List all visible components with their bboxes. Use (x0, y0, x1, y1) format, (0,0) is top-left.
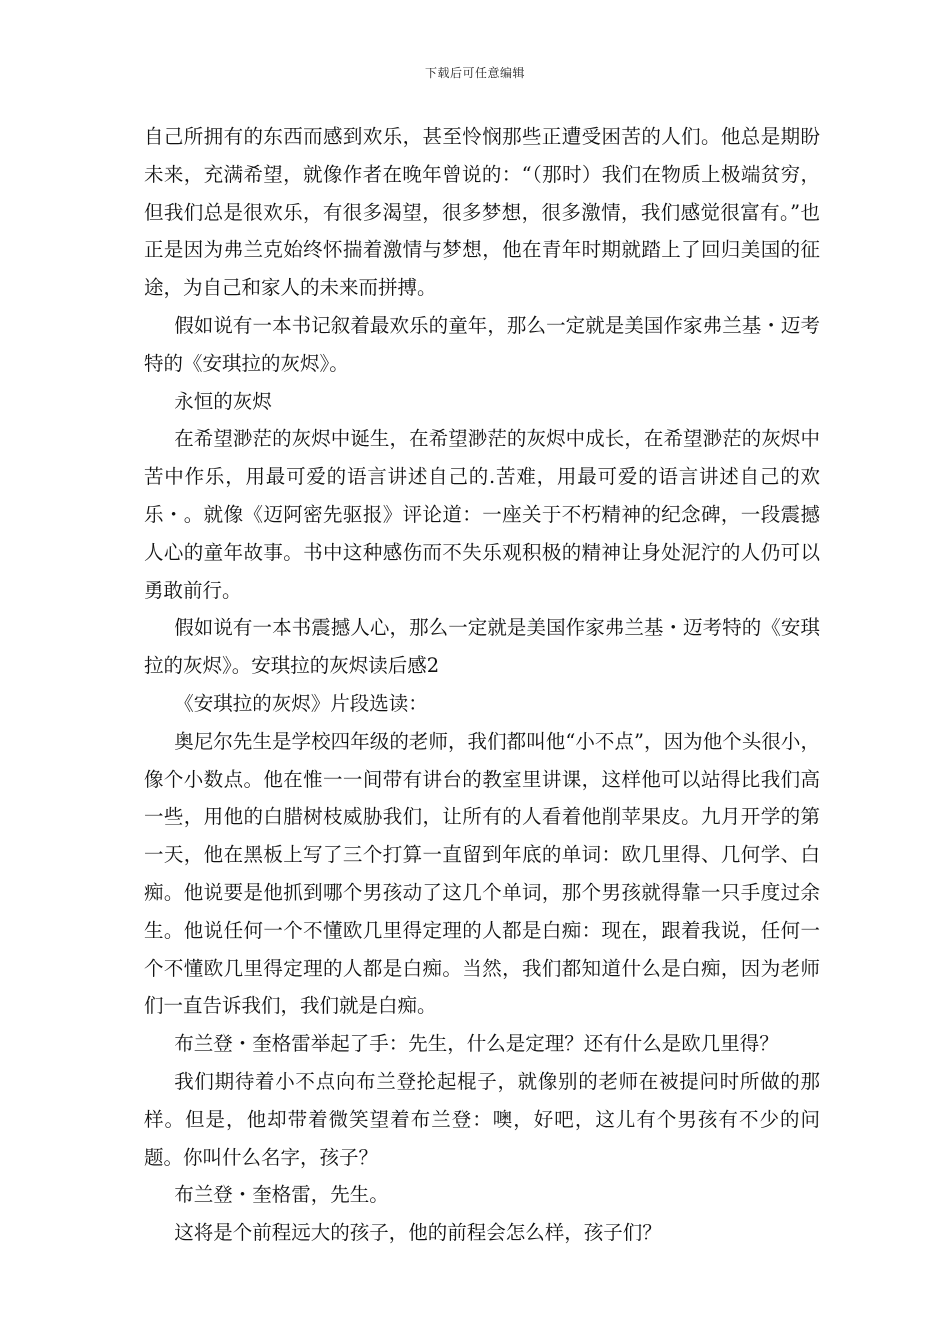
paragraph: 自己所拥有的东西而感到欢乐，甚至怜悯那些正遭受困苦的人们。他总是期盼未来，充满希望，就像作者在晚年曾说的：“（那时）我们在物质上极端贫穷，但我们总是很欢乐，有很多渴望，很多梦想，很多激情，我们感觉很富有。”也正是因为弗兰克始终怀揣着激情与梦想，他在青年时期就踏上了回归美国的征途，为自己和家人的未来而拼搏。 (144, 125, 820, 300)
paragraph: 假如说有一本书记叙着最欢乐的童年，那么一定就是美国作家弗兰基・迈考特的《安琪拉的灰烬》。 (144, 313, 820, 375)
document-body (144, 118, 820, 1252)
paragraph: 布兰登・奎格雷，先生。 (174, 1183, 389, 1207)
page-header: 下载后可任意编辑 (424, 66, 525, 80)
paragraph: 我们期待着小不点向布兰登抡起棍子，就像别的老师在被提问时所做的那样。但是，他却带着微笑望着布兰登：噢，好吧，这儿有个男孩有不少的问题。你叫什么名字，孩子？ (144, 1069, 820, 1169)
paragraph: 假如说有一本书震撼人心，那么一定就是美国作家弗兰基・迈考特的《安琪拉的灰烬》。安琪拉的灰烬读后感2 (144, 616, 820, 678)
section-heading: 永恒的灰烬 (174, 389, 272, 413)
paragraph: 这将是个前程远大的孩子，他的前程会怎么样，孩子们？ (174, 1221, 662, 1245)
excerpt-heading: 《安琪拉的灰烬》片段选读： (174, 691, 428, 715)
paragraph: 奥尼尔先生是学校四年级的老师，我们都叫他“小不点”，因为他个头很小，像个小数点。他在惟一一间带有讲台的教室里讲课，这样他可以站得比我们高一些，用他的白腊树枝威胁我们，让所有的人看着他削苹果皮。九月开学的第一天，他在黑板上写了三个打算一直留到年底的单词：欧几里得、几何学、白痴。他说要是他抓到哪个男孩动了这几个单词，那个男孩就得靠一只手度过余生。他说任何一个不懂欧几里得定理的人都是白痴：现在，跟着我说，任何一个不懂欧几里得定理的人都是白痴。当然，我们都知道什么是白痴，因为老师们一直告诉我们，我们就是白痴。 (144, 729, 820, 1018)
paragraph: 布兰登・奎格雷举起了手：先生，什么是定理？还有什么是欧几里得？ (174, 1032, 779, 1056)
paragraph: 在希望渺茫的灰烬中诞生，在希望渺茫的灰烬中成长，在希望渺茫的灰烬中苦中作乐，用最可爱的语言讲述自己的.苦难，用最可爱的语言讲述自己的欢乐・。就像《迈阿密先驱报》评论道：一座关于不朽精神的纪念碑，一段震撼人心的童年故事。书中这种感伤而不失乐观积极的精神让身处泥泞的人仍可以勇敢前行。 (144, 427, 820, 602)
